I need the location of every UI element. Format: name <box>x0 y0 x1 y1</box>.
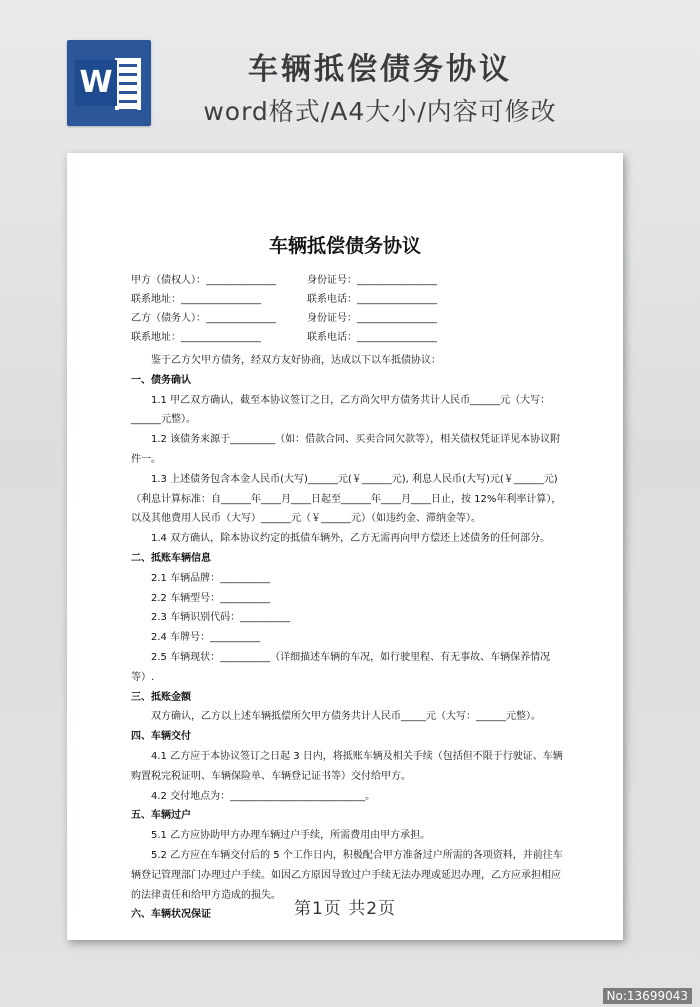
section-heading: 一、债务确认 <box>131 374 191 386</box>
clause: 2.4 车牌号：__________ <box>151 632 261 644</box>
section-heading: 四、车辆交付 <box>131 731 191 743</box>
section-heading: 二、抵账车辆信息 <box>131 552 211 564</box>
image-number: No:13699043 <box>603 988 692 1004</box>
clause: 1.4 双方确认，除本协议约定的抵债车辆外，乙方无需再向甲方偿还上述债务的任何部分。 <box>151 533 551 545</box>
word-letter: W <box>75 60 117 106</box>
clause: 1.1 甲乙双方确认，截至本协议签订之日，乙方尚欠甲方债务共计人民币______元（大写：______元整）。 <box>131 394 551 426</box>
clause: 4.2 交付地点为：___________________________。 <box>151 790 376 802</box>
debtor-name-field: 乙方（债务人）：______________ <box>131 313 276 324</box>
banner-title: 车辆抵偿债务协议 <box>248 52 512 87</box>
creditor-id-field: 身份证号：________________ <box>307 275 437 286</box>
clause: 2.1 车辆品牌：__________ <box>151 572 271 584</box>
debtor-address-field: 联系地址：________________ <box>131 332 261 343</box>
preamble: 鉴于乙方欠甲方债务，经双方友好协商，达成以下以车抵债协议： <box>151 355 441 366</box>
clause: 2.2 车辆型号：__________ <box>151 592 271 604</box>
word-doc-icon <box>67 40 151 126</box>
creditor-phone-field: 联系电话：________________ <box>307 294 437 305</box>
section-heading: 六、车辆状况保证 <box>131 909 211 921</box>
agreement-body <box>131 351 565 925</box>
party-fields <box>131 271 561 347</box>
field-row <box>131 271 561 290</box>
field-row <box>131 290 561 309</box>
debtor-phone-field: 联系电话：________________ <box>307 332 437 343</box>
clause: 4.1 乙方应于本协议签订之日起 3 日内，将抵账车辆及相关手续（包括但不限于行驶证、车辆购置税完税证明、车辆保险单、车辆登记证书等）交付给甲方。 <box>131 750 563 782</box>
clause: 1.3 上述债务包含本金人民币(大写)______元(￥______元), 利息人民币(大写)元(￥______元)（利息计算标准：自______年____月____日起至______年____月____日止，按 12%年利率计算），以及其他费用人民币（大写）______元（￥______元）（如违约金、滞纳金等）。 <box>131 473 562 525</box>
document-title: 车辆抵偿债务协议 <box>268 235 421 257</box>
clause: 2.3 车辆识别代码：__________ <box>151 612 291 624</box>
field-row <box>131 328 561 347</box>
clause: 1.2 该债务来源于_________（如：借款合同、买卖合同欠款等），相关债权凭证详见本协议附件一。 <box>131 434 561 465</box>
doc-sheet-lines <box>115 58 141 110</box>
clause: 双方确认，乙方以上述车辆抵偿所欠甲方债务共计人民币_____元（大写：______元整）。 <box>151 711 541 723</box>
page-counter: 第1页 共2页 <box>293 899 397 919</box>
document-page <box>67 153 623 940</box>
clause: 5.2 乙方应在车辆交付后的 5 个工作日内，积极配合甲方准备过户所需的各项资料，并前往车辆登记管理部门办理过户手续。如因乙方原因导致过户手续无法办理或延迟办理，乙方应承担相应的法律责任和给甲方造成的损失。 <box>131 849 563 901</box>
debtor-id-field: 身份证号：________________ <box>307 313 437 324</box>
section-heading: 三、抵账金额 <box>131 691 191 703</box>
field-row <box>131 309 561 328</box>
clause: 2.5 车辆现状：__________（详细描述车辆的车况，如行驶里程、有无事故、车辆保养情况等）. <box>131 651 551 683</box>
creditor-name-field: 甲方（债权人）：______________ <box>131 275 276 286</box>
section-heading: 五、车辆过户 <box>131 810 191 822</box>
creditor-address-field: 联系地址：________________ <box>131 294 261 305</box>
banner-subtitle: word格式/A4大小/内容可修改 <box>203 97 557 126</box>
clause: 5.1 乙方应协助甲方办理车辆过户手续，所需费用由甲方承担。 <box>151 830 431 842</box>
